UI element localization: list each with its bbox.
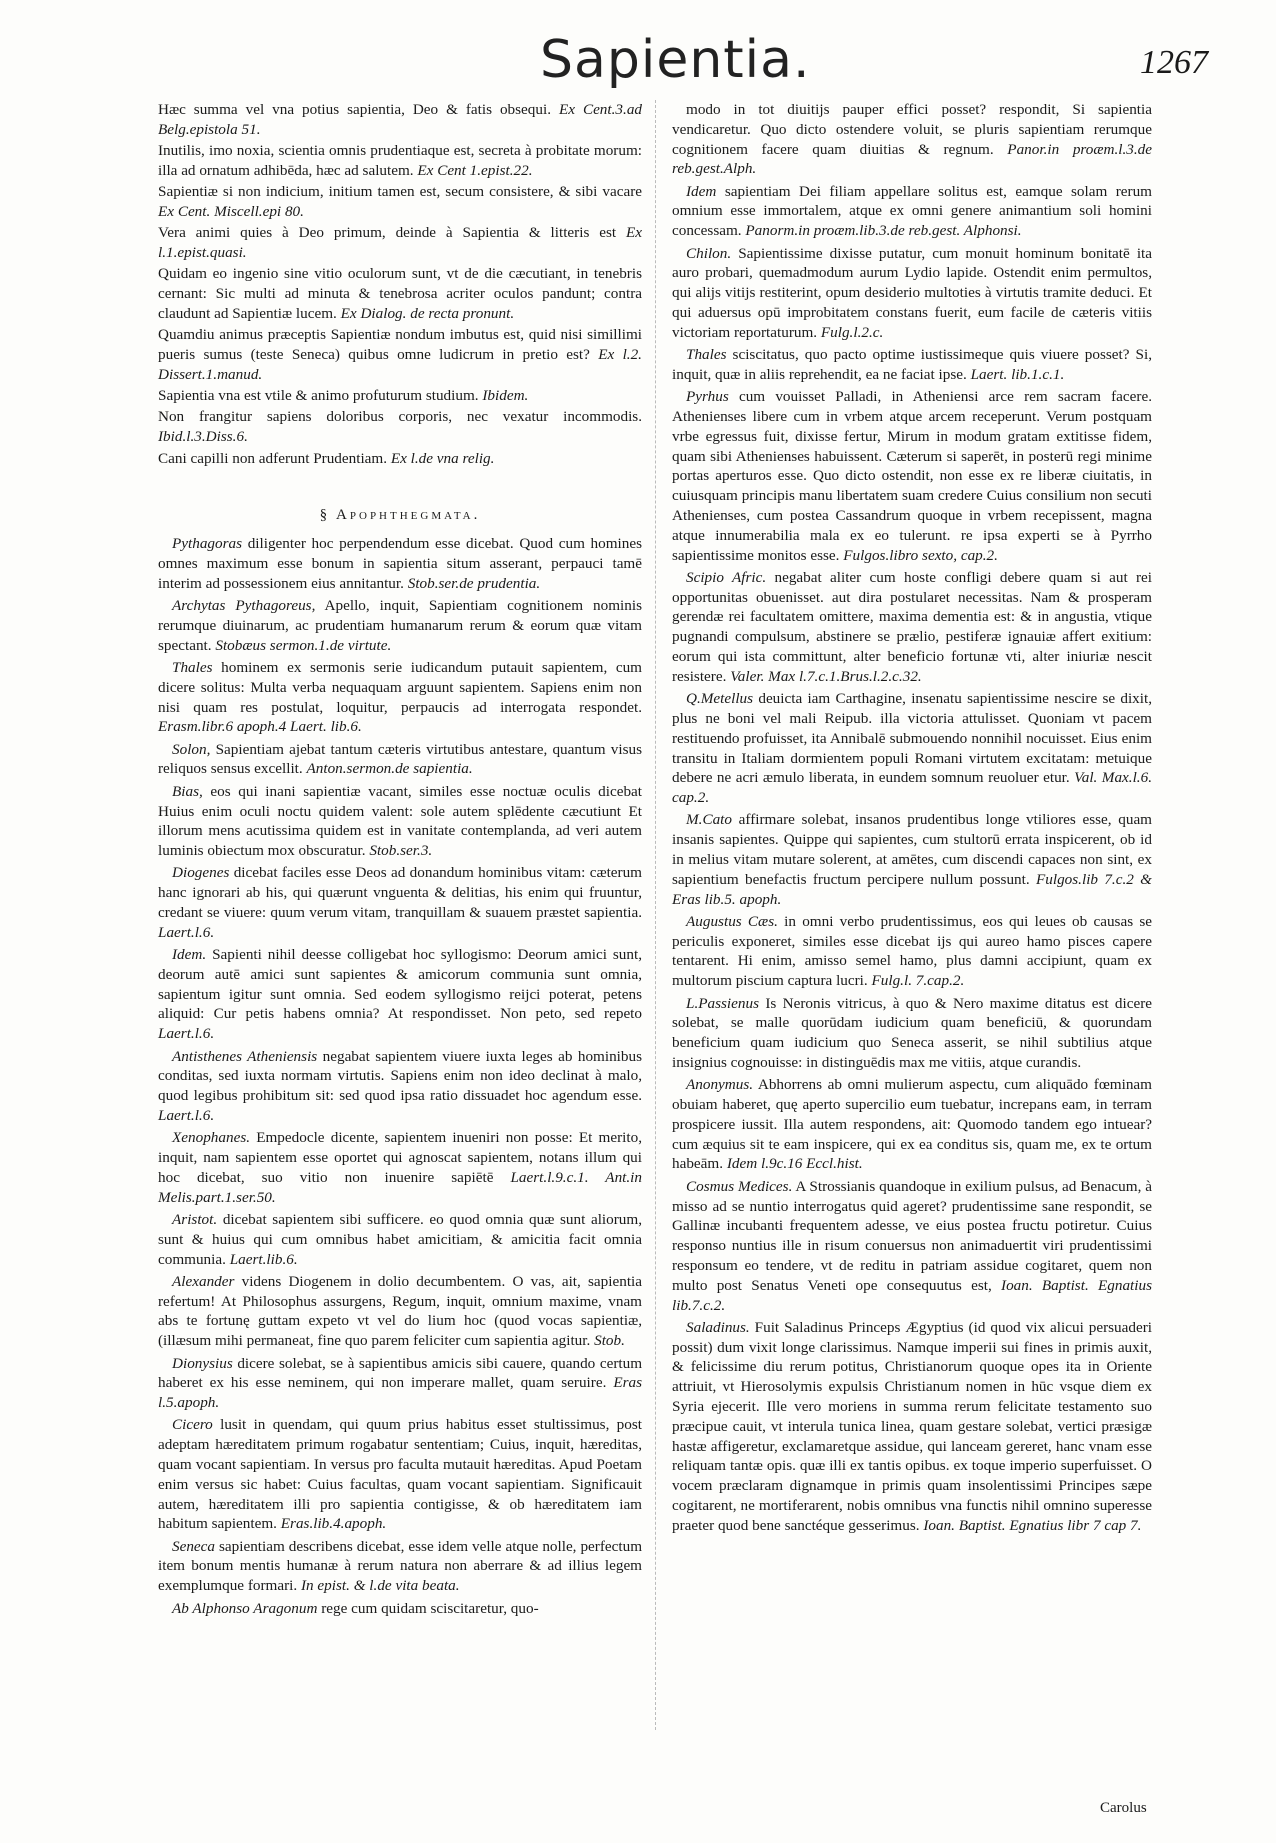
entry-text: Quidam eo ingenio sine vitio oculorum sunt, vt de die cæcutiant, in tenebris cernant: Sic multi ad minuta & tenebrosa acriter oculos pandunt; contra claudunt ad Sapientiæ lucem. [158, 265, 642, 322]
apophthegm-entry [672, 345, 1152, 385]
entry-text: Quamdiu animus præceptis Sapientiæ nondum imbutus est, quid nisi simillimi pueris sumus (teste Seneca) quibus omne ludicrum in pretio est? [158, 326, 642, 364]
citation: Fulg.l.2.c. [820, 323, 884, 341]
citation: Ioan. Baptist. Egnatius libr 7 cap 7. [923, 1516, 1142, 1534]
citation: Laert.l.6. [158, 923, 215, 941]
entry-text: sapientiam Dei filiam appellare solitus est, eamque solam rerum omnium esse immortalem, atque ex omni genere animantium soli homini concessam. [672, 182, 1152, 240]
entry-text: sapientiam describens dicebat, esse idem velle atque nolle, perfectum item bonum mentis humanæ à rerum natura non aberrare & ad illius legem exemplumque formari. [158, 1537, 643, 1595]
speaker-name: L.Passienus [686, 994, 759, 1012]
apophthegm-entry [158, 658, 642, 737]
speaker-name: Pythagoras [172, 535, 243, 553]
citation: Laert.lib.6. [229, 1250, 298, 1268]
speaker-name: Chilon. [686, 244, 732, 262]
entry-text: dicebat faciles esse Deos ad donandum hominibus vitam: cæterum hanc ignorari ab his, qui quærunt vnguenta & delitias, his enim qui fruuntur, credant se viuere: quum verum vitam, tranquillam & suauem præstet sapientia. [158, 864, 642, 921]
citation: Ex l.2. Dissert.1.manud. [158, 346, 642, 383]
speaker-name: Archytas Pythagoreus, [172, 597, 316, 615]
citation: Erasm.libr.6 apoph.4 Laert. lib.6. [158, 718, 362, 736]
apophthegm-entry [672, 810, 1152, 909]
speaker-name: M.Cato [686, 811, 732, 829]
speaker-name: Diogenes [172, 864, 230, 882]
catchword: Carolus [1100, 1800, 1147, 1816]
citation: Ibidem. [482, 387, 529, 405]
citation: Ibid.l.3.Diss.6. [158, 428, 248, 446]
citation: Panor.in proæm.l.3.de reb.gest.Alph. [672, 140, 1152, 178]
apophthegm-entry [158, 863, 642, 942]
entry-text: cum vouisset Palladi, in Atheniensi arce rem sacram facere. Athenienses libere cum in vrbem atque arcem receperunt. Verum postquam vrbe egressus fuit, dixisse fertur, Mirum in modum gratam extitisse fidem, quam sibi Athenienses habuissent. Cæterum si saperēt, in posterū regi minime portas aperturos esse. Quo dicto ostendit, non esse ex re liberæ ciuitatis, in cuiusquam principis manu libertatem suam credere Cuius consilium non secuti Athenienses, cum postea Cassandrum quoque in vrbem recepissent, magna atque innumerabilia mala ex eo tulerunt. re ipsa experti se à Pyrrho sapientissime monitos esse. [672, 388, 1152, 564]
apophthegm-entry [158, 1599, 642, 1619]
entry-text: affirmare solebat, insanos prudentibus longe vtiliores esse, quam insanis sapientes. Quippe qui sapientes, cum stultorū errata inspicerent, ob id in melius vitam mutare solerent, at amētes, cum discendi capaces non sint, ex sapientium benefactis fructum percipere nullum possunt. [672, 811, 1152, 888]
citation: Ex Cent.3.ad Belg.epistola 51. [158, 101, 643, 138]
apophthegm-entry [158, 1047, 642, 1126]
apophthegmata-list-left [158, 534, 642, 1618]
entry-text: Hæc summa vel vna potius sapientia, Deo & fatis obsequi. [158, 101, 551, 118]
speaker-name: Aristot. [172, 1210, 218, 1228]
citation: Stob.ser.de prudentia. [407, 574, 541, 592]
speaker-name: Dionysius [172, 1354, 233, 1372]
apophthegm-entry [672, 689, 1152, 808]
apophthegm-entry [672, 994, 1152, 1073]
citation: Panorm.in proæm.lib.3.de reb.gest. Alphonsi. [745, 222, 1022, 240]
speaker-name: Augustus Cæs. [686, 912, 778, 930]
apophthegm-entry [158, 1272, 642, 1351]
speaker-name: Seneca [172, 1537, 216, 1555]
citation: Ex Dialog. de recta pronunt. [340, 304, 515, 322]
sententia-entry [158, 223, 642, 263]
apophthegm-entry [158, 1128, 642, 1207]
entry-text: Cani capilli non adferunt Prudentiam. [158, 449, 388, 467]
entry-text: Inutilis, imo noxia, scientia omnis prudentiaque est, secreta à probitate morum: illa ad ornatum adhibēda, hæc ad salutem. [158, 142, 642, 179]
entry-text: deuicta iam Carthagine, insenatu sapientissime nescire se dixit, plus ne boni vel mali Reipub. illa victoria attulisset. Quoniam vt pacem restituendo profuisset, ita Annibalē submouendo nonnihil nocuisset. Eius enim transitu in Italiam dormientem populi Romani virtutem excitatam: metuique debere ne acri æmulo liberata, in eundem somnum reuoluer etur. [672, 690, 1153, 787]
speaker-name: Scipio Afric. [686, 568, 767, 586]
speaker-name: Solon, [172, 740, 211, 758]
citation: Ex l.de vna relig. [390, 449, 495, 467]
speaker-name: Q.Metellus [686, 690, 754, 708]
speaker-name: Cosmus Medices. [686, 1177, 793, 1195]
citation: Fulg.l. 7.cap.2. [871, 972, 965, 990]
apophthegm-entry [158, 782, 642, 861]
sententia-entry [158, 386, 642, 406]
citation: Laert.l.6. [158, 1025, 215, 1043]
speaker-name: Alexander [172, 1272, 235, 1290]
entry-text: Sapientia vna est vtile & animo profuturum studium. [158, 387, 479, 405]
speaker-name: Ab Alphonso Aragonum [172, 1599, 318, 1617]
entry-text: modo in tot diuitijs pauper effici posset? respondit, Si sapientia vendicaretur. Quo dicto ostendere voluit, se pluris sapientiam rerumque cognitionem facere quam diuitias & regnum. [672, 101, 1152, 158]
speaker-name: Antisthenes Atheniensis [172, 1047, 318, 1065]
speaker-name: Anonymus. [686, 1076, 754, 1094]
citation: Laert.l.9.c.1. Ant.in Melis.part.1.ser.50. [158, 1168, 642, 1206]
apophthegm-entry [672, 182, 1152, 241]
entry-text: dicere solebat, se à sapientibus amicis sibi cauere, quando certum haberet ex his esse neminem, qui non imperare mallet, quam seruire. [158, 1354, 643, 1392]
apophthegm-entry [672, 912, 1152, 991]
citation: Fulgos.libro sexto, cap.2. [843, 546, 998, 564]
apophthegm-entry [672, 1075, 1152, 1174]
apophthegm-entry [672, 244, 1152, 343]
entry-text: Vera animi quies à Deo primum, deinde à Sapientia & litteris est [158, 224, 617, 242]
apophthegm-entry [672, 1318, 1152, 1536]
citation: Valer. Max l.7.c.1.Brus.l.2.c.32. [730, 667, 922, 685]
page-number: 1267 [1140, 44, 1208, 81]
sententia-entry [158, 407, 642, 447]
right-column [672, 100, 1152, 1538]
speaker-name: Saladinus. [686, 1318, 750, 1336]
entry-text: negabat aliter cum hoste confligi debere quam si aut rei opportunitas obuenisset. aut dira postularet necessitas. Nam & prosperam gerendæ rei facultatem omittere, maxima dementia est: & in angustia, vtique pugnandi compulsum, abstinere se prælio, pestiferæ ignauiæ affert exitium: eorum qui ista committunt, alter beneficio fortunæ vti, alter iniuriæ nescit resistere. [672, 568, 1153, 685]
entry-text: Empedocle dicente, sapientem inueniri non posse: Et merito, inquit, nam sapientem esse oportet qui agnoscat sapientem, notans illum qui hoc dicebat, suo vitio non inuenire sapiētē [158, 1129, 642, 1186]
apophthegm-entry [158, 945, 642, 1044]
citation: Ex Cent. Miscell.epi 80. [158, 202, 304, 220]
entry-text: negabat sapientem viuere iuxta leges ab hominibus conditas, sed iuxta normam virtutis. Sapiens enim non ideo declinat à malo, quod legibus prohibitum sit: sed quod ipsa ratio dissuadet hoc agendum esse. [158, 1047, 643, 1105]
sententia-entry [158, 264, 642, 323]
sententiae-list [158, 100, 642, 468]
speaker-name: Thales [172, 658, 213, 676]
citation: Val. Max.l.6. cap.2. [672, 769, 1152, 807]
speaker-name: Bias, [172, 782, 203, 800]
citation: Ioan. Baptist. Egnatius lib.7.c.2. [672, 1276, 1152, 1314]
citation: Ex l.1.epist.quasi. [158, 224, 643, 262]
citation: Fulgos.lib 7.c.2 & Eras lib.5. apoph. [672, 870, 1152, 908]
apophthegm-entry [158, 1537, 642, 1596]
apophthegm-entry [672, 1177, 1152, 1316]
speaker-name: Idem [686, 182, 717, 200]
entry-text: diligenter hoc perpendendum esse dicebat. Quod cum homines omnes maximum esse bonum in sapientia situm asserant, perpauci tamē interim ad possessionem eius annitantur. [158, 535, 642, 592]
column-divider [655, 100, 656, 1730]
citation: Eras.lib.4.apoph. [280, 1515, 387, 1533]
sententia-entry [158, 182, 642, 222]
apophthegm-entry [158, 1415, 642, 1534]
entry-text: Fuit Saladinus Princeps Ægyptius (id quod vix alicui persuaderi possit) dum vixit longe clarissimus. Namque imperii sui fines in primis auxit, & felicissime diu rerum potitus, Christianorum quoque opes ita in Oriente attriuit, vt Hierosolymis expulsis Christianum nomen in hūc vsque diem ex Syria ejecerit. Ille vero moriens in summa rerum felicitate testamento suo præcipue cauit, vt interula tunica linea, quam gestare solebat, vertici præsigæ hastæ affigeretur, exclamaretque assidue, qui lanceam gereret, hanc vnam esse reliquam tantæ opis. quæ illi ex tantis opibus. ex toque imperio superfuisset. O vocem præclaram dignamque in primis quam insolentissimi Principes sæpe cogitarent, ne mortiferarent, nobis omnibus vna functis nihil omnino superesse praeter quod bene sanctéque gesserimus. [672, 1318, 1152, 1534]
apophthegm-entry [158, 534, 642, 593]
entry-text: A Strossianis quandoque in exilium pulsus, ad Benacum, à misso ad se nuntio interrogatus quid ageret? prudentissime sane respondit, se Gallinæ incubanti frequentem adesse, ve eius postea fructu potiretur. Cuius responso nuntius ille in risum conuersus non animaduertit viri prudentissimi responsum eo tendere, vt de reditu in patriam assidue cogitaret, quem non multo post Senatus Veneti ope consequutus est, [672, 1177, 1152, 1294]
entry-text: videns Diogenem in dolio decumbentem. O vas, ait, sapientia refertum! At Philosophus assurgens, Regum, inquit, omnium maxime, vnam abs te fortunę guttam expeto vt vel do lium hoc (quod vocas sapientiæ, (illæsum mihi permaneat, fine quo parem feliciter cum sapientia agitur. [158, 1272, 642, 1350]
citation: Eras l.5.apoph. [158, 1374, 643, 1412]
entry-text: eos qui inani sapientiæ vacant, similes esse noctuæ oculis dicebat Huius enim oculi noctu quidem valent: sole autem splēdente cæcutiunt Et illorum mens acutissima quidem est in vanitate contemplanda, ad veri autem luminis obiectum mox obscuratur. [158, 782, 643, 860]
entry-text: sciscitatus, quo pacto optime iustissimeque quis viuere posset? Si, inquit, quæ in aliis reprehendit, ea ne faciat ipse. [672, 346, 1152, 383]
entry-text: Sapientiam ajebat tantum cæteris virtutibus antestare, quantum visus reliquos sensus excellit. [158, 740, 642, 778]
speaker-name: Thales [686, 346, 727, 364]
apophthegm-entry [158, 1210, 642, 1269]
citation: Laert. lib.1.c.1. [970, 365, 1065, 383]
sententia-entry [158, 141, 642, 181]
speaker-name: Pyrhus [686, 388, 729, 406]
sententia-entry [158, 325, 642, 384]
entry-text: dicebat sapientem sibi sufficere. eo quod omnia quæ sunt aliorum, sunt & huius qui cum omnibus habet amicitiam, & amicitia facit omnia communia. [158, 1210, 642, 1268]
citation: Stob. [594, 1332, 625, 1350]
entry-text: Sapientissime dixisse putatur, cum monuit hominum bonitatē ita auro probari, quemadmodum aurum Lydio lapide. Ostendit enim permultos, qui alijs vitijs restiterint, opum desiderio multoties à virtutis tramite deduci. Et qui aduersus opū improbitatem constans fuerit, eum facile de cæteris vitiis victoriam reportaturum. [672, 244, 1152, 341]
citation: Anton.sermon.de sapientia. [306, 760, 473, 778]
citation: In epist. & l.de vita beata. [300, 1577, 460, 1595]
sententia-entry [158, 449, 642, 469]
entry-text: Apello, inquit, Sapientiam cognitionem nominis rerumque diuinarum, ac prudentiam humanarum rerum & eorum quæ vitam spectant. [158, 597, 642, 654]
section-heading-apophthegmata: § Apophthegmata. [319, 507, 481, 524]
citation: Stobæus sermon.1.de virtute. [215, 636, 392, 654]
running-head-title: Sapientia. [540, 30, 811, 90]
entry-text: Sapientiæ si non indicium, initium tamen est, secum consistere, & sibi vacare [158, 183, 642, 201]
apophthegmata-list-right [672, 100, 1152, 1536]
entry-text: Is Neronis vitricus, à quo & Nero maxime ditatus est dicere solebat, se malle quorūdam iudicium quam beneficiū, & quorundam beneficium quam iudicium quo Seneca asserit, se nihil subtilius atque insignius cognouisse: in distinguēdis max me vitiis, atque curandis. [672, 994, 1153, 1071]
apophthegm-entry [158, 740, 642, 780]
apophthegm-entry [672, 100, 1152, 179]
entry-text: Non frangitur sapiens doloribus corporis, nec vexatur incommodis. [158, 408, 642, 426]
apophthegm-entry [672, 568, 1152, 687]
entry-text: rege cum quidam sciscitaretur, quo- [321, 1599, 539, 1617]
apophthegm-entry [158, 596, 642, 655]
apophthegm-entry [158, 1354, 642, 1413]
entry-text: Abhorrens ab omni mulierum aspectu, cum aliquādo fœminam obuiam haberet, quę aperto supercilio eum tuebatur, increpans eam, in terram prospicere iussit. Illa autem respondens, ait: Quomodo tandem ego intuear? cum æquius sit te eam inspicere, qui ex ea conditus sis, quam me, ex te ortum habeām. [672, 1076, 1152, 1173]
citation: Idem l.9c.16 Eccl.hist. [726, 1155, 863, 1173]
citation: Laert.l.6. [158, 1106, 215, 1124]
entry-text: lusit in quendam, qui quum prius habitus esset stultissimus, post adeptam hæreditatem primum rogabatur sententiam; Cuius, inquit, hæreditas, quam vocant sapientiam. In versus pro faculta mutauit hæreditas. Apud Poetam enim versus sic habet: Cuius facultas, quam vocant sapientiam. Significauit autem, hæreditatem illi pro sapientia contigisse, & ob hæreditatem iam habitum sapientem. [158, 1416, 643, 1533]
citation: Ex Cent 1.epist.22. [417, 161, 533, 179]
citation: Stob.ser.3. [369, 842, 433, 860]
entry-text: Sapienti nihil deesse colligebat hoc syllogismo: Deorum amici sunt, deorum autē amici sunt sapientes & amicorum communia sunt omnia, sapientum igitur sunt omnia. Sed eodem syllogismo reijci poterat, petens aliquid: Cur petis habens omnia? At respondisset. Non peto, sed repeto [158, 946, 642, 1023]
speaker-name: Cicero [172, 1416, 213, 1434]
speaker-name: Xenophanes. [172, 1129, 251, 1147]
left-column [158, 100, 642, 1621]
apophthegm-entry [672, 387, 1152, 565]
sententia-entry [158, 100, 642, 140]
speaker-name: Idem. [172, 946, 207, 964]
entry-text: in omni verbo prudentissimus, eos qui leues ob causas se periculis exponeret, similes esse dicebat ijs qui aureo hamo pisces capere tentarent. Hi enim, amisso semel hamo, plus damni accipiunt, quam ex multorum piscium captura lucri. [672, 912, 1153, 990]
entry-text: hominem ex sermonis serie iudicandum putauit sapientem, cum dicere solitus: Multa verba nequaquam arguunt sapientem. Sapiens enim non nisi quam res postulat, loquitur, perpaucis ad interrogata respondet. [158, 658, 642, 716]
